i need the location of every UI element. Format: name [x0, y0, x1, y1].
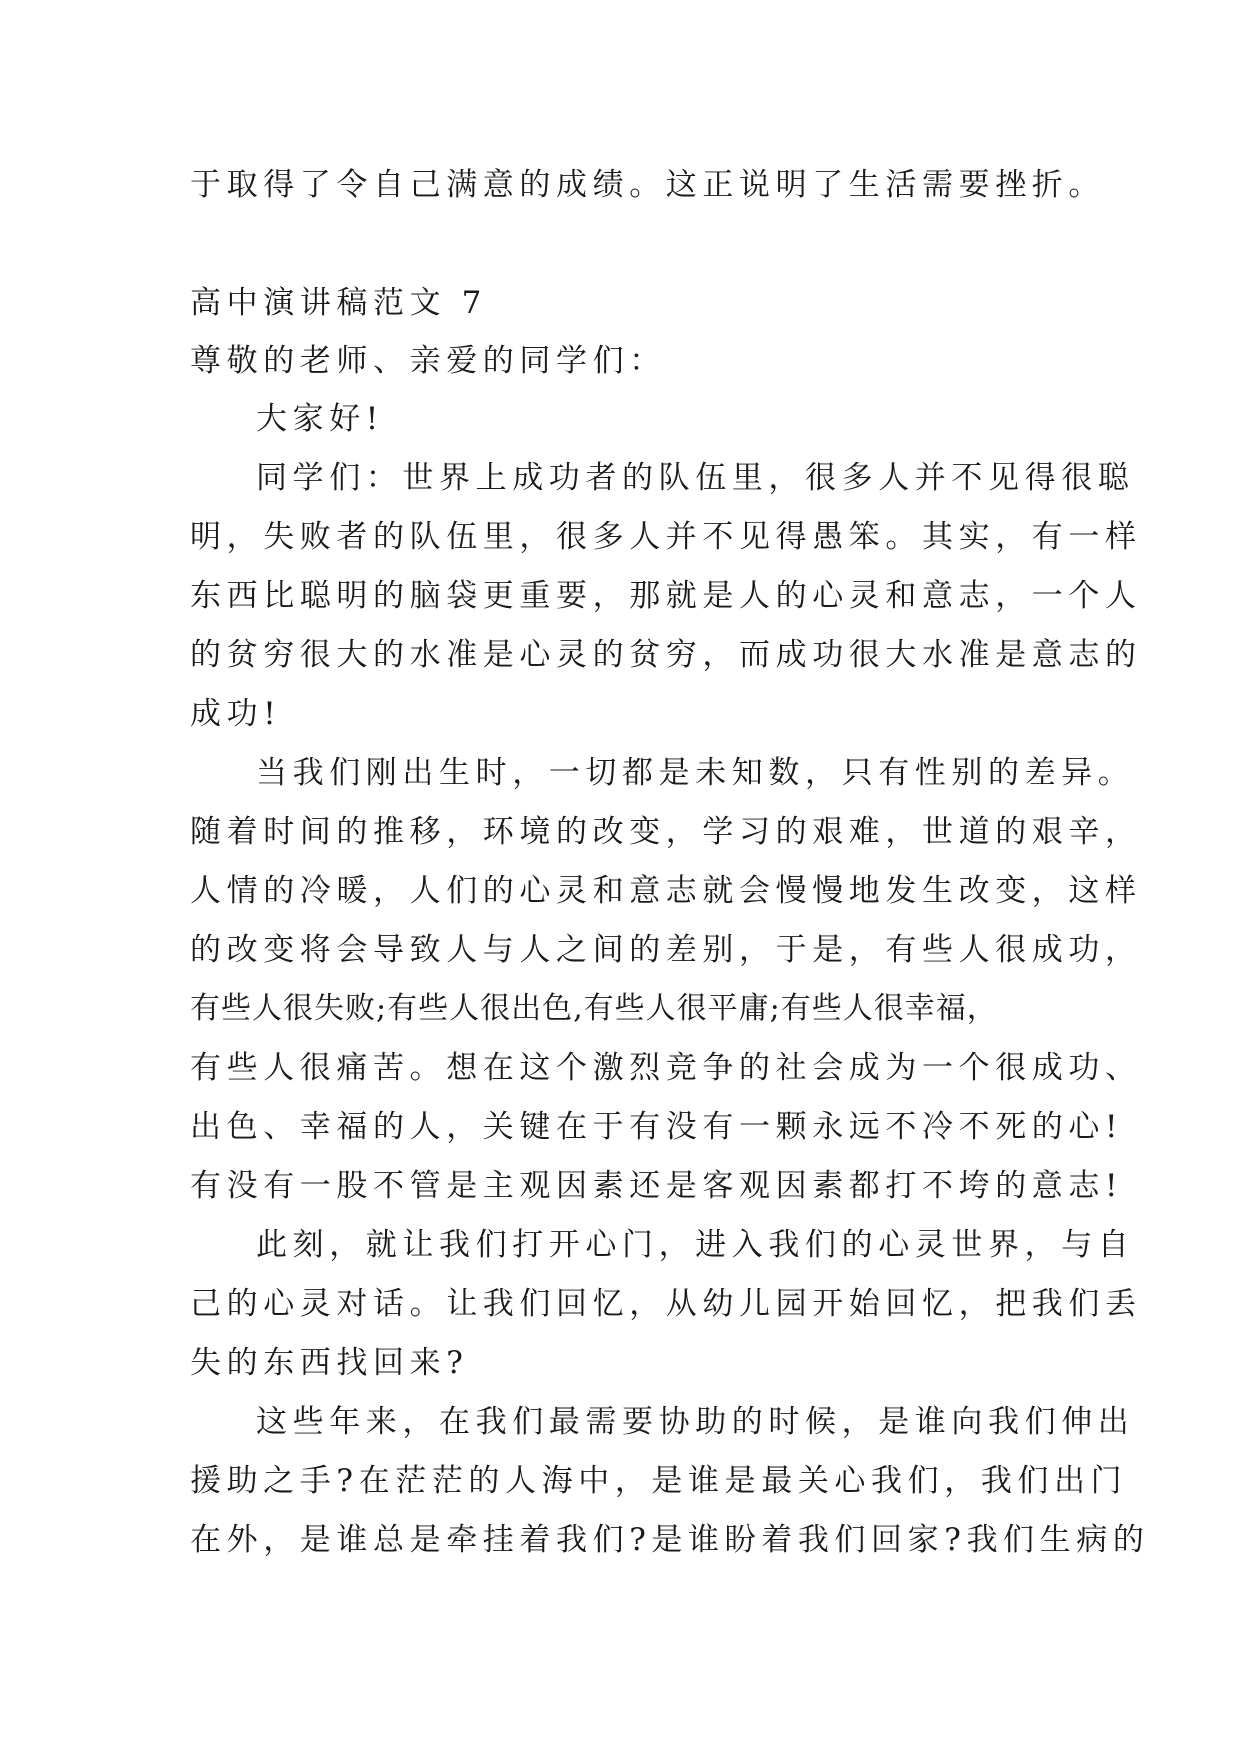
paragraph-line: 明，失败者的队伍里，很多人并不见得愚笨。其实，有一样 [190, 519, 1142, 555]
paragraph-line: 有些人很痛苦。想在这个激烈竞争的社会成为一个很成功、 [190, 1050, 1142, 1086]
section-heading: 高中演讲稿范文 7 [190, 285, 487, 321]
paragraph-line: 随着时间的推移，环境的改变，学习的艰难，世道的艰辛， [190, 814, 1142, 850]
paragraph-line: 这些年来，在我们最需要协助的时候，是谁向我们伸出 [256, 1404, 1135, 1440]
text-line: 于取得了令自己满意的成绩。这正说明了生活需要挫折。 [190, 167, 1105, 203]
paragraph-line: 成功! [190, 696, 282, 732]
paragraph-line: 此刻，就让我们打开心门，进入我们的心灵世界，与自 [256, 1227, 1135, 1263]
paragraph-line: 援助之手?在茫茫的人海中，是谁是最关心我们，我们出门 [190, 1463, 1128, 1499]
paragraph-line: 人情的冷暖，人们的心灵和意志就会慢慢地发生改变，这样 [190, 873, 1142, 909]
paragraph-line: 当我们刚出生时，一切都是未知数，只有性别的差异。 [256, 755, 1135, 791]
paragraph-line: 己的心灵对话。让我们回忆，从幼儿园开始回忆，把我们丢 [190, 1286, 1142, 1322]
paragraph-line: 有没有一股不管是主观因素还是客观因素都打不垮的意志! [190, 1168, 1124, 1204]
paragraph-line: 失的东西找回来? [190, 1345, 469, 1381]
salutation: 尊敬的老师、亲爱的同学们： [190, 343, 666, 379]
paragraph-line: 东西比聪明的脑袋更重要，那就是人的心灵和意志，一个人 [190, 578, 1142, 614]
paragraph-line: 出色、幸福的人，关键在于有没有一颗永远不冷不死的心! [190, 1109, 1124, 1145]
paragraph-line: 的贫穷很大的水准是心灵的贫穷，而成功很大水准是意志的 [190, 637, 1142, 673]
paragraph-line: 的改变将会导致人与人之间的差别，于是，有些人很成功， [190, 932, 1142, 968]
paragraph-line: 在外，是谁总是牵挂着我们?是谁盼着我们回家?我们生病的 [190, 1522, 1150, 1558]
paragraph-line: 同学们：世界上成功者的队伍里，很多人并不见得很聪 [256, 460, 1135, 496]
paragraph-line: 有些人很失败;有些人很出色,有些人很平庸;有些人很幸福， [190, 991, 998, 1026]
greeting: 大家好! [256, 401, 384, 437]
